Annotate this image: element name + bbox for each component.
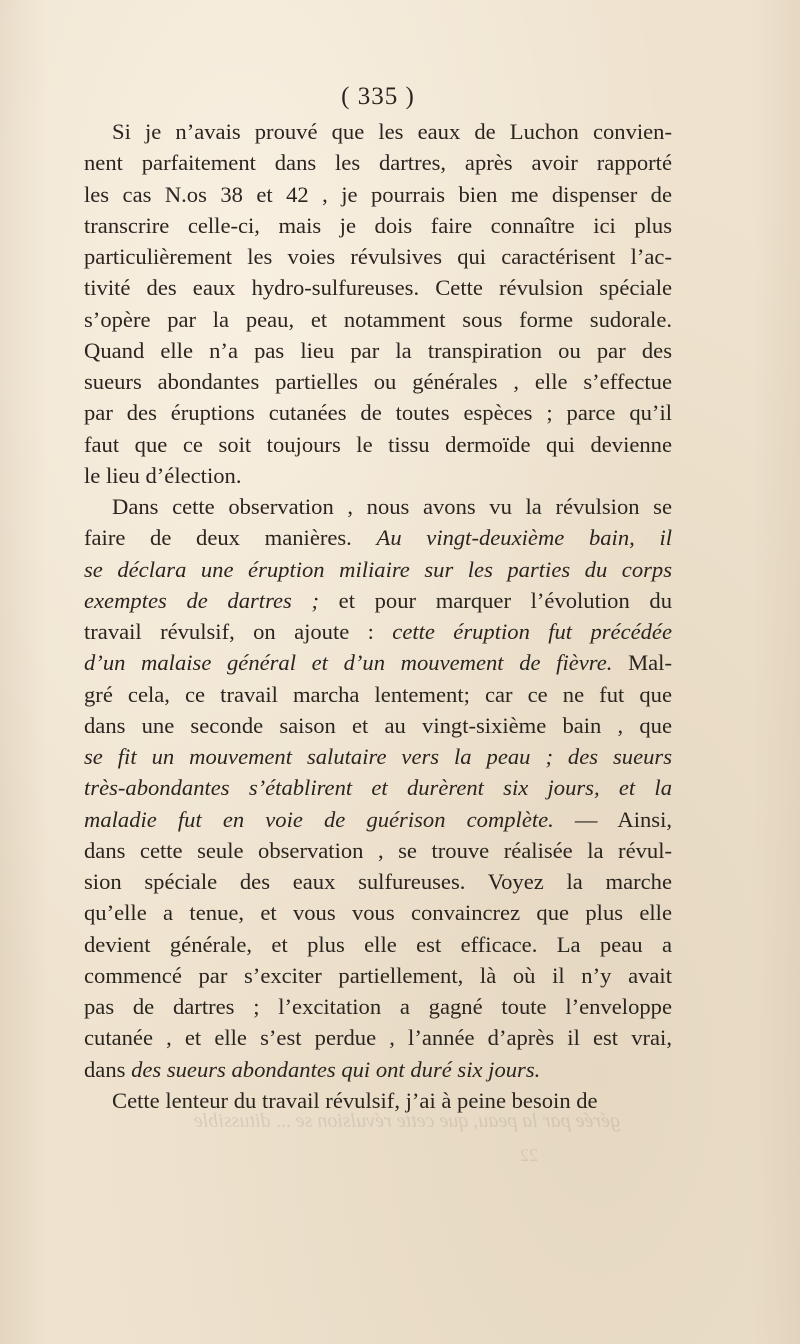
text-line (84, 679, 672, 710)
text-run: Quand elle n’a pas lieu par la transpiration ou par des (84, 337, 672, 363)
text-run: et pour marquer l’évolution du (319, 587, 672, 613)
text-run: pas de dartres ; l’excitation a gagné toute l’enveloppe (84, 994, 672, 1019)
text-run: par des éruptions cutanées de toutes espèces ; parce qu’il (84, 400, 672, 426)
text-line (84, 522, 672, 553)
text-run: faut que ce soit toujours le tissu dermoïde qui devienne (84, 431, 672, 457)
text-run: travail révulsif, on ajoute : (84, 619, 393, 644)
text-run: dans cette seule observation , se trouve réalisée la révul- (84, 837, 672, 863)
text-run: s’opère par la peau, et notamment sous forme sudorale. (84, 306, 672, 332)
text-run: — Ainsi, (553, 806, 672, 832)
text-line (84, 210, 672, 241)
text-line (84, 929, 672, 960)
show-through-signature-mark: 22 (520, 1145, 538, 1165)
text-line (84, 710, 672, 741)
text-line (84, 835, 672, 866)
italic-text: très-abondantes s’établirent et durèrent six jours, et la (84, 775, 672, 801)
italic-text: maladie fut en voie de guérison complète. (84, 806, 554, 832)
text-line (84, 554, 672, 585)
body-text (84, 116, 672, 1116)
text-line (84, 1054, 672, 1085)
italic-text: exemptes de dartres ; (84, 587, 320, 613)
text-line (84, 741, 672, 772)
text-run: gré cela, ce travail marcha lentement; car ce ne fut que (84, 681, 672, 707)
text-run: sueurs abondantes partielles ou générales , elle s’effectue (84, 369, 672, 394)
text-run: Mal- (612, 650, 672, 676)
text-line (84, 397, 672, 428)
paragraph (84, 116, 672, 491)
text-line (84, 272, 672, 303)
text-line (84, 116, 672, 147)
text-line (84, 897, 672, 928)
text-run: Si je n’avais prouvé que les eaux de Luchon convien- (112, 119, 672, 144)
text-run: dans une seconde saison et au vingt-sixième bain , que (84, 712, 672, 738)
text-line (84, 366, 672, 397)
paragraph (84, 491, 672, 1085)
page-number: ( 335 ) (341, 83, 415, 110)
text-line (84, 335, 672, 366)
text-line (84, 491, 672, 522)
text-line (84, 1085, 672, 1116)
text-line (84, 1022, 672, 1053)
text-run: le lieu d’élection. (84, 462, 242, 488)
text-run: devient générale, et plus elle est efficace. La peau a (84, 931, 672, 957)
text-run: les cas N.os 38 et 42 , je pourrais bien me dispenser de (84, 181, 672, 207)
italic-text: se fit un mouvement salutaire vers la peau ; des sueurs (84, 744, 672, 769)
text-line (84, 179, 672, 210)
text-run: dans (84, 1056, 132, 1082)
text-run: cutanée , et elle s’est perdue , l’année d’après il est vrai, (84, 1025, 672, 1051)
italic-text: Au vingt-deuxième bain, il (376, 525, 672, 551)
text-line (84, 991, 672, 1022)
text-line (84, 866, 672, 897)
text-run: Cette lenteur du travail révulsif, j’ai à peine besoin de (112, 1087, 598, 1113)
text-run: tivité des eaux hydro-sulfureuses. Cette révulsion spéciale (84, 275, 672, 301)
text-line (84, 241, 672, 272)
text-line (84, 772, 672, 803)
show-through-text: gérée par la peau, que cette révulsion se ... ditussible (193, 1110, 620, 1132)
text-run: particulièrement les voies révulsives qui caractérisent l’ac- (84, 244, 672, 269)
text-line (84, 804, 672, 835)
text-line (84, 147, 672, 178)
italic-text: des sueurs abondantes qui ont duré six jours. (131, 1056, 541, 1082)
paragraph (84, 1085, 672, 1116)
italic-text: se déclara une éruption miliaire sur les parties du corps (84, 556, 672, 582)
text-line (84, 616, 672, 647)
text-line (84, 960, 672, 991)
text-run: sion spéciale des eaux sulfureuses. Voyez la marche (84, 869, 672, 894)
text-run: faire de deux manières. (84, 525, 377, 551)
text-run: transcrire celle-ci, mais je dois faire connaître ici plus (84, 212, 672, 238)
text-line (84, 647, 672, 678)
italic-text: d’un malaise général et d’un mouvement de fièvre. (84, 650, 613, 676)
text-run: qu’elle a tenue, et vous vous convaincrez que plus elle (84, 900, 672, 926)
text-run: nent parfaitement dans les dartres, après avoir rapporté (84, 150, 672, 176)
text-run: Dans cette observation , nous avons vu la révulsion se (112, 494, 672, 519)
text-line (84, 429, 672, 460)
italic-text: cette éruption fut précédée (392, 619, 672, 644)
text-line (84, 304, 672, 335)
text-line (84, 460, 672, 491)
book-page (84, 78, 672, 1138)
text-line (84, 585, 672, 616)
text-run: commencé par s’exciter partiellement, là où il n’y avait (84, 962, 672, 988)
